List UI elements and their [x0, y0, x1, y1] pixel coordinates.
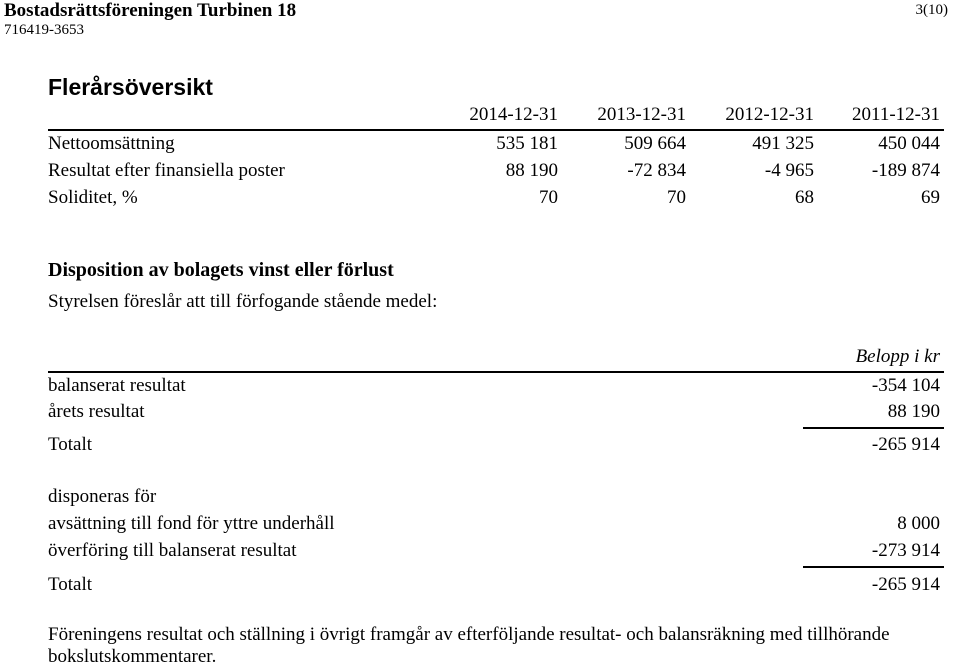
overview-header-rule: [48, 129, 944, 131]
row-value: 88 190: [887, 401, 940, 422]
total-value: -265 914: [871, 574, 940, 595]
row-label: överföring till balanserat resultat: [48, 540, 297, 561]
row-label: balanserat resultat: [48, 375, 186, 396]
row-label: Nettoomsättning: [48, 133, 175, 154]
closing-paragraph: Föreningens resultat och ställning i övrigt framgår av efterföljande resultat- och balansräkning med tillhörande bokslutskommentarer.: [48, 624, 890, 667]
row-label: Soliditet, %: [48, 187, 138, 208]
row-value: 70: [667, 187, 686, 208]
row-value: 8 000: [897, 513, 940, 534]
row-value: -273 914: [871, 540, 940, 561]
row-value: -4 965: [764, 160, 814, 181]
year-header: 2011-12-31: [852, 104, 940, 125]
total-label: Totalt: [48, 434, 93, 455]
year-header: 2012-12-31: [725, 104, 814, 125]
organization-name: Bostadsrättsföreningen Turbinen 18: [4, 0, 297, 21]
disposition-header-rule: [48, 371, 944, 373]
row-value: 69: [921, 187, 940, 208]
row-label: årets resultat: [48, 401, 145, 422]
year-header: 2014-12-31: [469, 104, 558, 125]
row-label: Resultat efter finansiella poster: [48, 160, 285, 181]
row-value: 68: [795, 187, 814, 208]
subtotal-rule: [803, 427, 944, 429]
year-header: 2013-12-31: [597, 104, 686, 125]
allocated-heading: disponeras för: [48, 486, 157, 507]
row-value: -72 834: [627, 160, 686, 181]
disposition-title: Disposition av bolagets vinst eller förlust: [48, 259, 394, 281]
row-value: 535 181: [496, 133, 558, 154]
row-value: 491 325: [752, 133, 814, 154]
disposition-intro: Styrelsen föreslår att till förfogande stående medel:: [48, 291, 438, 312]
amount-column-header: Belopp i kr: [855, 346, 940, 367]
row-value: 88 190: [505, 160, 558, 181]
total-value: -265 914: [871, 434, 940, 455]
organization-number: 716419-3653: [4, 22, 84, 38]
subtotal-rule: [803, 566, 944, 568]
row-value: -189 874: [871, 160, 940, 181]
overview-title: Flerårsöversikt: [48, 74, 213, 100]
row-value: 450 044: [878, 133, 940, 154]
row-value: 70: [539, 187, 558, 208]
row-value: -354 104: [871, 375, 940, 396]
row-label: avsättning till fond för yttre underhåll: [48, 513, 335, 534]
row-value: 509 664: [624, 133, 686, 154]
total-label: Totalt: [48, 574, 93, 595]
page-number: 3(10): [915, 2, 948, 18]
